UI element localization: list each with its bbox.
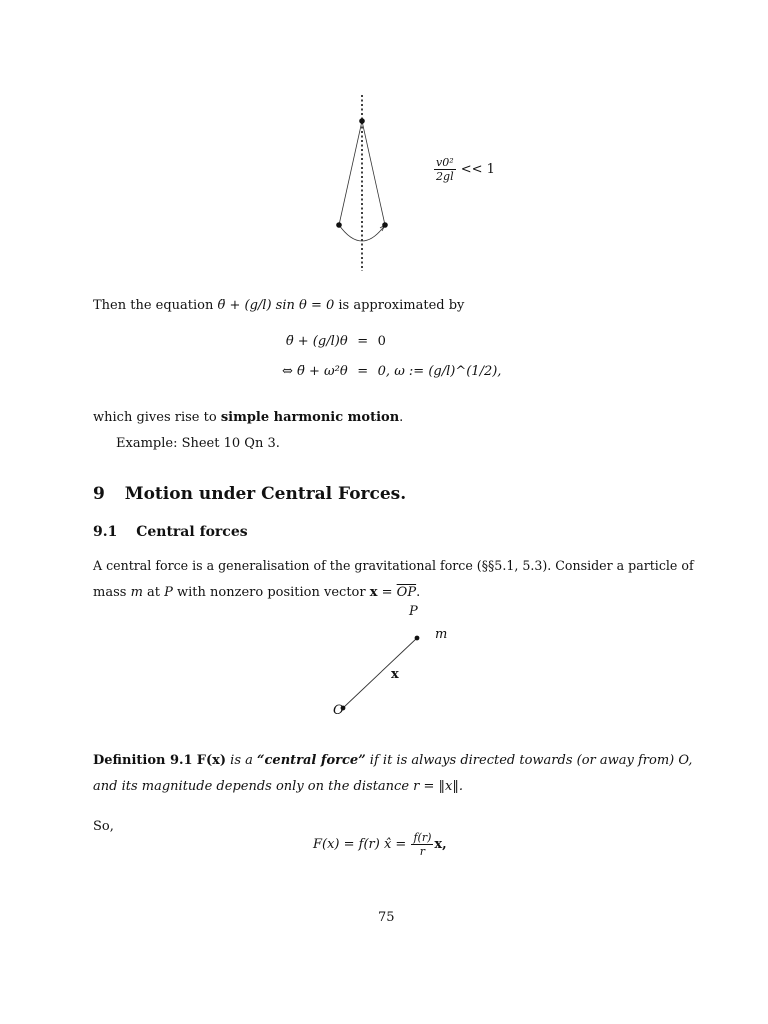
condition-fraction: [434, 157, 456, 182]
intro-equation: θ̈ + (g/l) sin θ = 0: [217, 298, 335, 313]
subsection-heading: [93, 524, 248, 540]
label-x: x: [391, 667, 399, 682]
eq-row2-rhs: 0, ω := (g/l)^(1/2),: [377, 363, 502, 379]
point-symbol: P: [164, 585, 173, 600]
eq-row2-lhs: ⇔ θ̈ + ω²θ: [282, 363, 348, 379]
pendulum-string-right: [362, 121, 385, 225]
bob-left: [336, 222, 342, 228]
vector-OP: $\overline{OP}$: [396, 585, 417, 600]
pendulum-figure: [320, 95, 410, 275]
bob-right: [382, 222, 388, 228]
paragraph-line-1: A central force is a generalisation of the gravitational force (§§5.1, 5.3). Consider a particle of: [93, 558, 694, 573]
eq-row1-rhs: 0: [377, 334, 386, 349]
definition-text: is a: [226, 753, 258, 768]
final-eq-lhs: F(x) = f(r) x̂ =: [313, 837, 407, 852]
para-text: at: [142, 585, 165, 600]
subsection-number: 9.1: [93, 524, 118, 540]
shm-sentence: [93, 410, 403, 426]
intro-before: Then the equation: [93, 298, 214, 313]
position-vector-figure: [335, 632, 425, 717]
section-heading: [93, 484, 406, 504]
paragraph-line-2: [93, 585, 420, 601]
particle-point: [415, 636, 420, 641]
label-P: P: [409, 604, 418, 619]
shm-bold-term: simple harmonic motion: [220, 410, 400, 425]
definition-label: Definition 9.1: [93, 753, 193, 768]
mass-symbol: m: [130, 585, 143, 600]
final-eq-rhs: x,: [434, 837, 447, 852]
definition-line-2: and its magnitude depends only on the distance r = ‖x‖.: [93, 779, 463, 794]
pendulum-string-left: [339, 121, 362, 225]
eq-row1-lhs: θ̈ + (g/l)θ: [285, 334, 348, 349]
label-m: m: [435, 627, 448, 642]
final-eq-denominator: r: [419, 845, 426, 858]
final-equation: [313, 832, 447, 857]
shm-before: which gives rise to: [93, 410, 221, 425]
pivot-point: [359, 118, 365, 124]
para-text: mass: [93, 585, 131, 600]
final-eq-numerator: f(r): [413, 831, 432, 844]
para-text: .: [416, 585, 421, 600]
example-line: Example: Sheet 10 Qn 3.: [116, 436, 280, 451]
final-eq-fraction: [411, 832, 433, 857]
display-equation: [282, 334, 501, 379]
section-title: Motion under Central Forces.: [124, 484, 407, 504]
condition-denominator: 2gl: [436, 170, 454, 183]
vector-symbol: x: [369, 585, 378, 600]
subsection-title: Central forces: [136, 524, 248, 540]
intro-after: is approximated by: [338, 298, 465, 313]
condition-rhs: << 1: [460, 162, 495, 177]
so-line: So,: [93, 819, 114, 834]
label-O: O: [333, 703, 344, 718]
eq-row1-rel: =: [357, 334, 369, 349]
eq-row2-rel: =: [357, 363, 369, 379]
section-number: 9: [93, 484, 105, 504]
definition-line-1: [93, 753, 692, 769]
definition-Fx: F(x): [196, 753, 227, 768]
position-vector-line: [343, 638, 417, 708]
para-text: =: [377, 585, 397, 600]
shm-after: .: [399, 410, 404, 425]
intro-line: [93, 298, 464, 314]
condition-numerator: v0²: [436, 156, 454, 169]
definition-text: if it is always directed towards (or away from) O,: [365, 753, 693, 768]
page-number: 75: [378, 910, 395, 925]
para-text: with nonzero position vector: [172, 585, 370, 600]
definition-term: “central force”: [257, 753, 366, 768]
small-oscillation-condition: [433, 157, 495, 182]
